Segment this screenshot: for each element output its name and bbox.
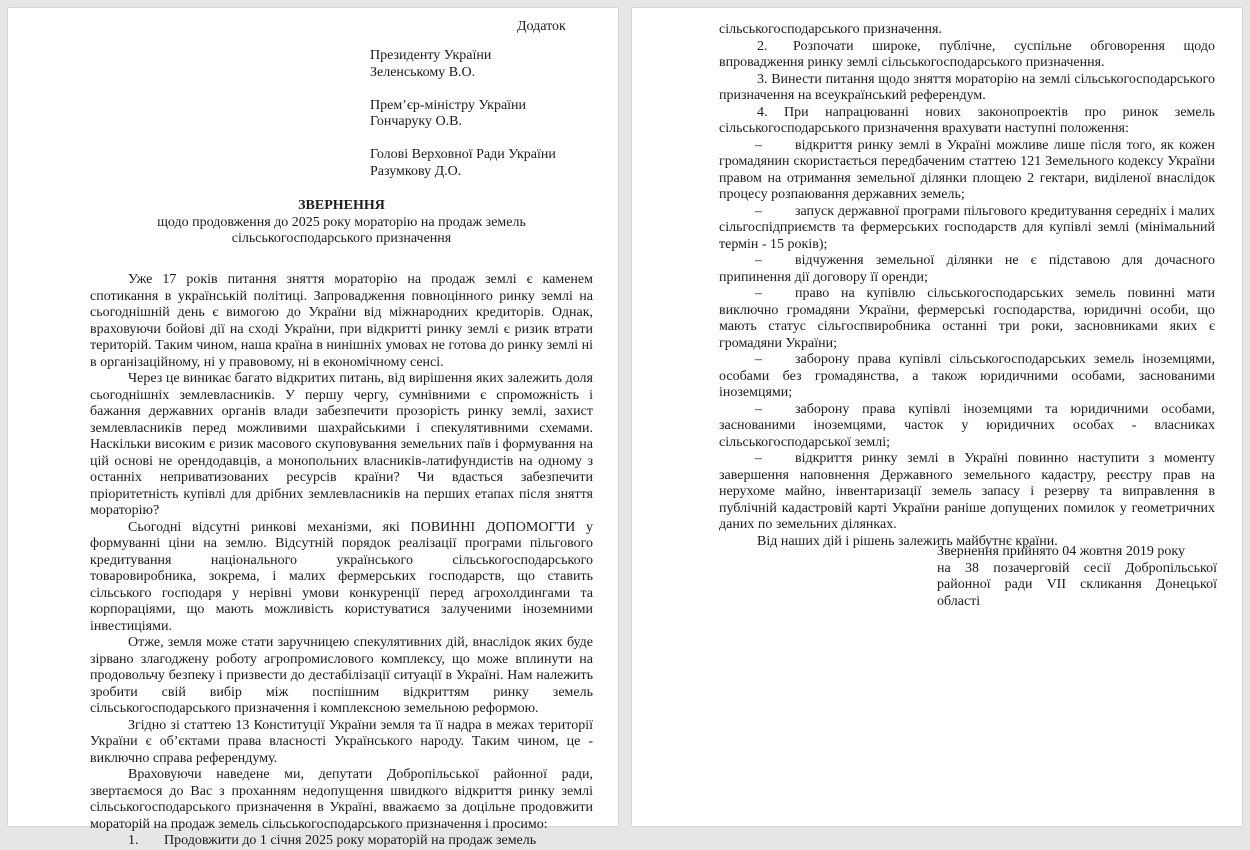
bullet-text: право на купівлю сільськогосподарських земель повинні мати виключно громадяни України, фермерські господарства, юридичні особи, що мають статус сільгоспвиробника останні три роки, засновниками яких є громадяни України; [719,286,1215,351]
numbered-item-2 [719,39,1215,72]
addressee-president [370,48,610,81]
bullet-item [719,402,1215,452]
bullet-item [719,204,1215,254]
item-text: Розпочати широке, публічне, суспільне обговорення щодо впровадження ринку землі сільськогосподарського призначення. [719,38,1215,70]
bullet-text: відчуження земельної ділянки не є підставою для дочасного припинення дії договору її оренди; [719,253,1215,285]
document-body-page-2 [719,22,1215,550]
paragraph: Сьогодні відсутні ринкові механізми, які ПОВИННІ ДОПОМОГТИ у формуванні ціни на землю. Відсутній порядок реалізації програми пільгового кредитування національного українського сільськогосподарського товаровиробника, зокрема, і малих фермерських господарств, що ставить сільського господаря у нерівні умови конкуренції перед агрохолдингами та корпораціями, що мають можливість користуватися залученими іноземними інвестиціями. [90,519,593,634]
adoption-session: на 38 позачерговій сесії Добропільської районної ради VII скликання Донецької області [937,560,1217,609]
bullet-item [719,253,1215,286]
bullet-text: заборону права купівлі сільськогосподарських земель іноземцями, особами без громадянства, а також юридичними особами, заснованими іноземцями; [719,352,1215,400]
bullet-item [719,138,1215,204]
bullet-text: запуск державної програми пільгового кредитування середніх і малих сільгоспідприємств та фермерських господарств для купівлі землі (мінімальний термін - 15 років); [719,203,1215,252]
paragraph: Через це виникає багато відкритих питань, від вирішення яких залежить доля сьогоднішніх землевласників. У першу чергу, сумнівними є спроможність і бажання державних органів влади забезпечити прозорість ринку землі, захист землевласників перед можливими шахрайськими і спекулятивними схемами. Наскільки високим є ризик масового скуповування земельних паїв і формування на цій основі не орендодавців, а монопольних власників-латифундистів на одному з останніх неприватизованих ресурсів країни? Чи вдасться забезпечити пріоритетність купівлі для дрібних землевласників на перших етапах після зняття мораторію? [90,371,593,518]
addressee-name: Разумкову Д.О. [370,163,462,179]
paragraph: Уже 17 років питання зняття мораторію на продаж землі є каменем спотикання в українській політиці. Запровадження повноцінного ринку землі на сьогоднішній день є вимогою до України від міжнародних кредиторів. Однак, враховуючи бойові дії на сході України, при відкритті ринку землі є ризик втрати територій. Таким чином, наша країна в нинішніх умовах не готова до ринку землі ні в організаційному, ні у правовому, ні в економічному сенсі. [90,272,593,370]
addressee-position: Голові Верховної Ради України [370,147,556,162]
item-1-continuation: сільськогосподарського призначення. [719,22,942,37]
numbered-item-1 [90,833,593,850]
document-subtitle-line-2: сільськогосподарського призначення [231,231,452,246]
item-text: Продовжити до 1 січня 2025 року мораторій на продаж земель [164,833,537,848]
adoption-date: Звернення прийнято 04 жовтня 2019 року [937,544,1185,559]
item-number: 2. [757,38,768,54]
dash-marker: – [755,401,762,417]
bullet-text: відкриття ринку землі в Україні повинно наступити з моменту завершення наповнення Державного земельного кадастру, реєстру прав на нерухоме майно, інвентаризації земель запасу і резерву та виправлення в публічній кадастровій карті України раніше допущених помилок у геометричних даних по земельних ділянках. [719,451,1215,532]
closing-statement: Від наших дій і рішень залежить майбутнє країни. [757,533,1058,549]
dash-marker: – [755,253,762,268]
document-page-2 [632,8,1242,826]
document-title-block [90,198,593,248]
addressee-position: Президенту України [370,48,492,63]
addressee-prime-minister [370,98,610,131]
document-page-1 [8,8,618,848]
bullet-item [719,451,1215,534]
bullet-text: заборону права купівлі іноземцями та юридичними особами, заснованими іноземцями, часток у юридичних особах - власниках сільськогосподарської землі; [719,401,1215,450]
addressee-speaker [370,147,610,180]
dash-marker: – [755,137,762,153]
dash-marker: – [755,286,762,301]
item-number: 1. [128,833,139,848]
dash-marker: – [755,352,762,367]
numbered-item-3: 3. Винести питання щодо зняття мораторію на землі сільськогосподарського призначення на всеукраїнський референдум. [719,71,1215,103]
dash-marker: – [755,451,762,466]
bullet-text: відкриття ринку землі в Україні можливе лише після того, як кожен громадянин скористається передбаченим статтею 121 Земельного кодексу України правом на отримання земельної ділянки площею 2 гектари, виділеної внаслідок процесу розпаювання державних земель; [719,137,1215,202]
numbered-item-4: 4. При напрацюванні нових законопроектів про ринок земель сільськогосподарського призначення врахувати наступні положення: [719,104,1215,136]
addressee-name: Гончаруку О.В. [370,114,462,129]
bullet-item [719,286,1215,352]
document-body-page-1 [90,272,593,850]
addressees [370,48,610,197]
bullet-item [719,352,1215,402]
adoption-note [937,544,1217,610]
paragraph: Враховуючи наведене ми, депутати Добропільської районної ради, звертаємося до Вас з проханням недопущення швидкого відкриття ринку землі сільськогосподарського призначення в Україні, вважаємо за доцільне продовжити мораторій на продаж земель сільськогосподарського призначення і просимо: [90,767,593,832]
paragraph: Згідно зі статтею 13 Конституції України земля та її надра в межах території України є об’єктами права власності Українського народу. Таким чином, це - виключно справа референдуму. [90,717,593,766]
paragraph: Отже, земля може стати заручницею спекулятивних дій, внаслідок яких буде зірвано злагоджену роботу агропромислового комплексу, що може вплинути на продовольчу безпеку і призвести до дестабілізації ситуації в Україні. Нам належить зробити свій вибір між поспішним відкриттям ринку земель сільськогосподарського призначення і комплексною земельною реформою. [90,635,593,716]
addressee-position: Прем’єр-міністру України [370,97,527,113]
addressee-name: Зеленському В.О. [370,64,476,80]
appendix-label: Додаток [517,19,566,34]
document-title: ЗВЕРНЕННЯ [298,198,385,213]
document-subtitle-line-1: щодо продовження до 2025 року мораторію на продаж земель [157,214,526,230]
dash-marker: – [755,203,762,219]
